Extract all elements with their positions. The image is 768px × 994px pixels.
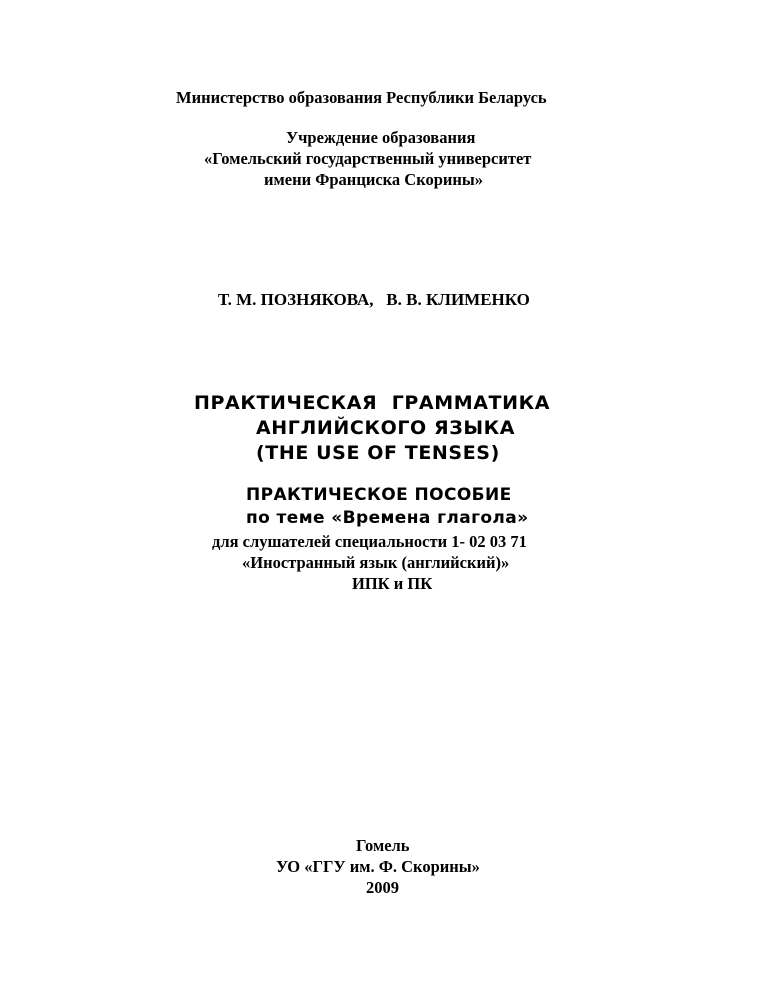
subtitle-line-5: ИПК и ПК [352, 574, 433, 593]
title-line-2: АНГЛИЙСКОГО ЯЗЫКА [256, 417, 516, 439]
institution-line-1: Учреждение образования [286, 128, 476, 147]
institution-line-3: имени Франциска Скорины» [264, 170, 484, 189]
subtitle-line-1: ПРАКТИЧЕСКОЕ ПОСОБИЕ [246, 485, 512, 505]
institution-line-2: «Гомельский государственный университет [204, 149, 532, 168]
subtitle-line-3: для слушателей специальности 1- 02 03 71 [212, 532, 527, 551]
year: 2009 [366, 878, 399, 897]
subtitle-line-2: по теме «Времена глагола» [246, 508, 529, 528]
ministry-line: Министерство образования Республики Беларусь [176, 88, 547, 107]
title-line-1: ПРАКТИЧЕСКАЯ ГРАММАТИКА [194, 392, 551, 414]
subtitle-line-4: «Иностранный язык (английский)» [242, 553, 510, 572]
authors: Т. М. ПОЗНЯКОВА, В. В. КЛИМЕНКО [218, 290, 530, 309]
title-line-3: (THE USE OF TENSES) [256, 442, 500, 464]
publisher: УО «ГГУ им. Ф. Скорины» [276, 857, 480, 876]
city: Гомель [356, 836, 410, 855]
